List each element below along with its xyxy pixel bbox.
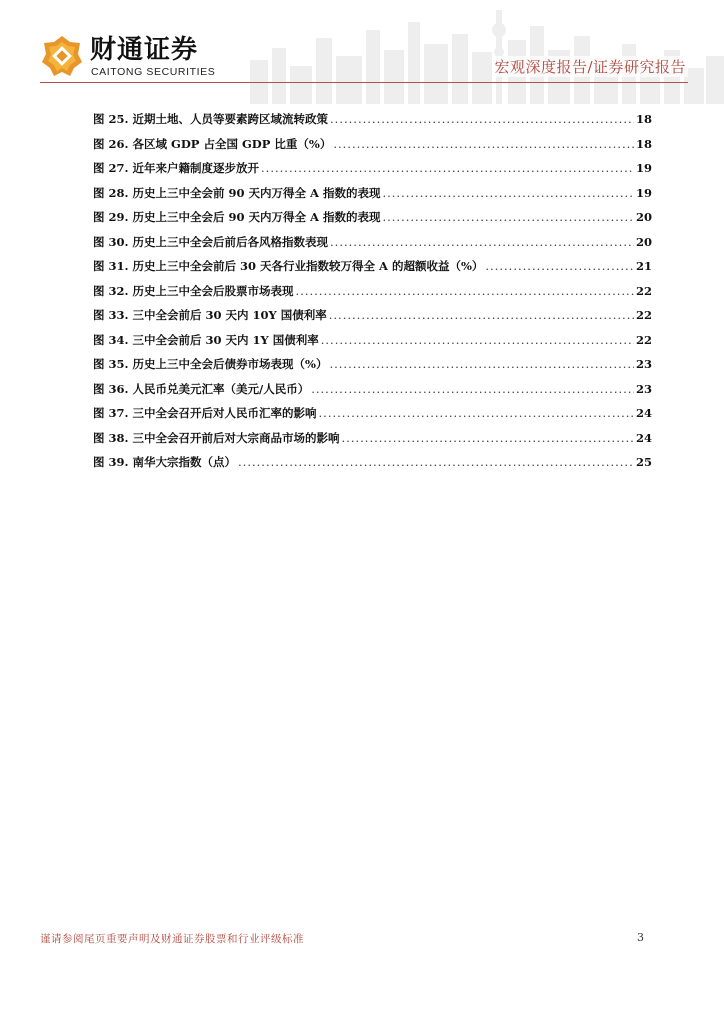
toc-entry-label: 图 25. 近期土地、人员等要素跨区域流转政策 xyxy=(93,112,329,126)
toc-entry-label: 图 32. 历史上三中全会后股票市场表现 xyxy=(93,283,294,298)
toc-entry[interactable] xyxy=(93,430,652,455)
page-number: 3 xyxy=(637,931,644,944)
page-header xyxy=(0,0,724,104)
toc-entry-label: 图 26. 各区域 GDP 占全国 GDP 比重（%） xyxy=(93,136,332,151)
toc-dot-leader xyxy=(333,137,634,151)
toc-entry[interactable] xyxy=(93,356,652,381)
toc-entry-page: 20 xyxy=(635,210,652,224)
toc-entry-page: 23 xyxy=(635,357,652,371)
toc-entry[interactable] xyxy=(93,111,652,136)
toc-dot-leader xyxy=(382,186,634,200)
header-divider xyxy=(40,82,688,83)
toc-entry[interactable] xyxy=(93,332,652,357)
toc-entry[interactable] xyxy=(93,234,652,259)
toc-dot-leader xyxy=(321,333,634,347)
toc-entry-label: 图 31. 历史上三中全会前后 30 天各行业指数较万得全 A 的超额收益（%） xyxy=(93,259,484,273)
toc-dot-leader xyxy=(342,431,634,445)
toc-dot-leader xyxy=(329,357,634,371)
toc-entry-page: 19 xyxy=(635,161,652,175)
toc-entry-page: 24 xyxy=(635,430,652,445)
city-skyline-banner xyxy=(250,0,724,104)
toc-entry[interactable] xyxy=(93,136,652,161)
toc-entry-label: 图 36. 人民币兑美元汇率（美元/人民币） xyxy=(93,381,310,396)
brand-name-chinese: 财通证券 xyxy=(90,35,199,65)
toc-entry-label: 图 28. 历史上三中全会前 90 天内万得全 A 指数的表现 xyxy=(93,185,381,200)
toc-entry-label: 图 30. 历史上三中全会后前后各风格指数表现 xyxy=(93,234,329,249)
toc-entry[interactable] xyxy=(93,454,652,479)
toc-entry-page: 19 xyxy=(635,185,652,200)
toc-entry-label: 图 27. 近年来户籍制度逐步放开 xyxy=(93,161,260,175)
toc-entry-page: 21 xyxy=(635,259,652,273)
brand-name-english: CAITONG SECURITIES xyxy=(91,66,216,78)
toc-entry-page: 24 xyxy=(635,406,652,420)
figure-list xyxy=(93,111,652,479)
toc-entry-label: 图 29. 历史上三中全会后 90 天内万得全 A 指数的表现 xyxy=(93,210,381,224)
toc-dot-leader xyxy=(261,161,634,175)
toc-dot-leader xyxy=(319,406,634,420)
toc-entry-page: 25 xyxy=(635,455,652,469)
toc-dot-leader xyxy=(485,259,634,273)
toc-entry-page: 22 xyxy=(635,283,652,298)
toc-entry-label: 图 33. 三中全会前后 30 天内 10Y 国债利率 xyxy=(93,308,327,322)
toc-dot-leader xyxy=(329,308,634,322)
toc-entry-label: 图 34. 三中全会前后 30 天内 1Y 国债利率 xyxy=(93,332,319,347)
toc-entry-page: 23 xyxy=(635,381,652,396)
toc-entry[interactable] xyxy=(93,307,652,332)
toc-entry-label: 图 38. 三中全会召开前后对大宗商品市场的影响 xyxy=(93,430,340,445)
toc-entry[interactable] xyxy=(93,160,652,185)
toc-dot-leader xyxy=(382,210,634,224)
toc-entry[interactable] xyxy=(93,381,652,406)
toc-dot-leader xyxy=(296,284,634,298)
report-type-label: 宏观深度报告/证券研究报告 xyxy=(494,58,686,76)
toc-entry-label: 图 35. 历史上三中全会后债券市场表现（%） xyxy=(93,357,328,371)
toc-entry-page: 22 xyxy=(635,332,652,347)
toc-entry[interactable] xyxy=(93,283,652,308)
toc-dot-leader xyxy=(330,235,634,249)
toc-entry-page: 18 xyxy=(635,112,652,126)
toc-dot-leader xyxy=(311,382,634,396)
toc-entry-label: 图 37. 三中全会召开后对人民币汇率的影响 xyxy=(93,406,317,420)
toc-entry-page: 20 xyxy=(635,234,652,249)
toc-dot-leader xyxy=(330,112,634,126)
footer-disclaimer: 谨请参阅尾页重要声明及财通证券股票和行业评级标准 xyxy=(40,933,304,945)
toc-entry-page: 22 xyxy=(635,308,652,322)
toc-entry[interactable] xyxy=(93,258,652,283)
caitong-coin-logo-icon xyxy=(40,34,84,78)
toc-dot-leader xyxy=(238,455,634,469)
toc-entry[interactable] xyxy=(93,405,652,430)
toc-entry-label: 图 39. 南华大宗指数（点） xyxy=(93,455,237,469)
toc-entry-page: 18 xyxy=(635,136,652,151)
toc-entry[interactable] xyxy=(93,209,652,234)
toc-entry[interactable] xyxy=(93,185,652,210)
